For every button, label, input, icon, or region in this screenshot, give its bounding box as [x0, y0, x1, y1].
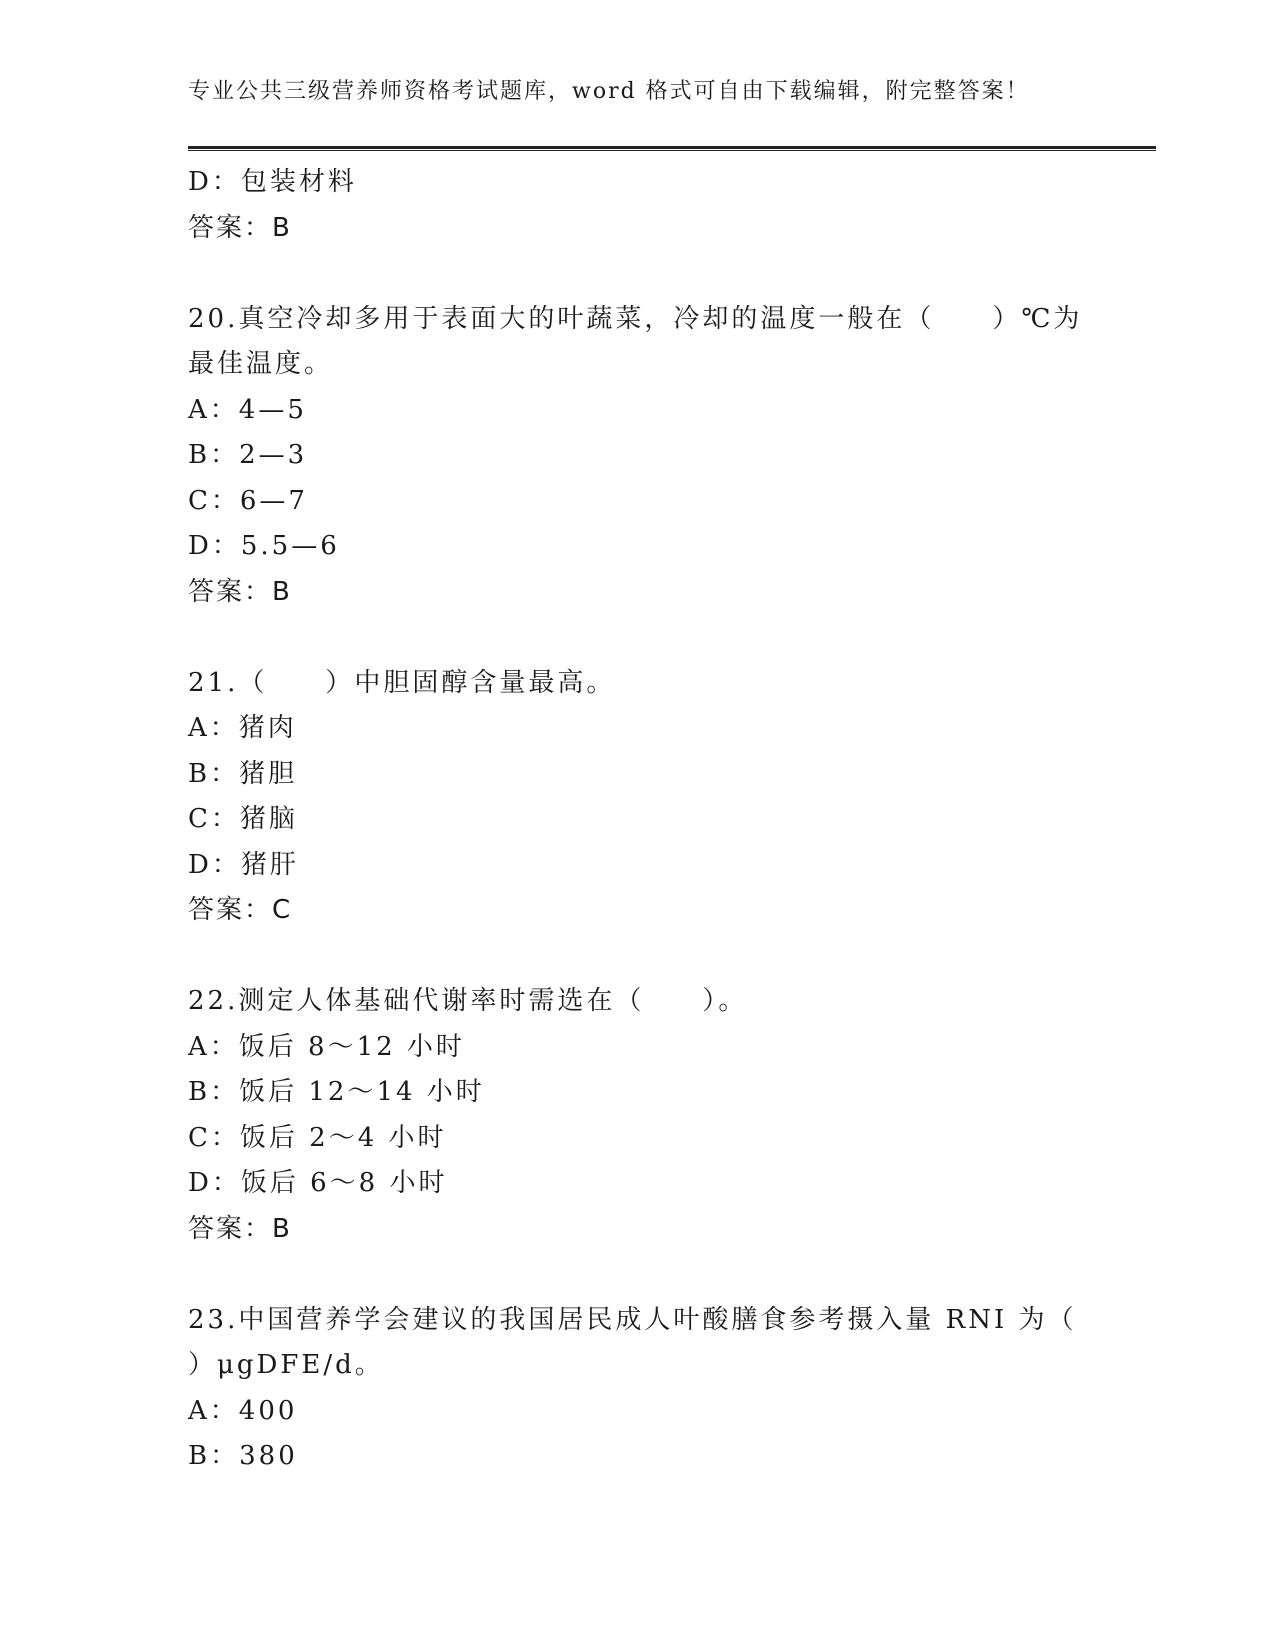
answer: 答案：C [188, 895, 293, 925]
option-b: B：猪胆 [188, 758, 298, 789]
option-a: A：饭后 8～12 小时 [188, 1031, 465, 1062]
option-a: A：4—5 [188, 394, 307, 425]
option-d: D：猪肝 [188, 849, 299, 880]
option-c: C：饭后 2～4 小时 [188, 1122, 447, 1153]
answer: 答案：B [188, 212, 292, 243]
spacer [188, 934, 1068, 980]
page-header: 专业公共三级营养师资格考试题库，word 格式可自由下载编辑，附完整答案！ [188, 79, 1030, 104]
option-d: D：包装材料 [188, 167, 357, 197]
question-stem: 23.中国营养学会建议的我国居民成人叶酸膳食参考摄入量 RNI 为（ [188, 1304, 1077, 1335]
question-23 [188, 1298, 1077, 1480]
option-a: A：400 [188, 1395, 298, 1426]
option-b: B：380 [188, 1441, 298, 1471]
option-d: D：5.5—6 [188, 531, 340, 561]
option-b: B：2—3 [188, 440, 308, 470]
spacer [188, 251, 1068, 297]
option-c: C：6—7 [188, 485, 308, 516]
option-a: A：猪肉 [188, 713, 297, 743]
option-d: D：饭后 6～8 小时 [188, 1168, 448, 1198]
option-b: B：饭后 12～14 小时 [188, 1077, 485, 1107]
question-22 [188, 979, 1068, 1252]
question-20 [188, 297, 1083, 616]
question-stem: ）μgDFE/d。 [188, 1350, 384, 1380]
header-divider [188, 146, 1156, 151]
answer: 答案：B [188, 576, 292, 607]
question-stem: 22.测定人体基础代谢率时需选在（ ）。 [188, 986, 748, 1016]
option-c: C：猪脑 [188, 804, 298, 834]
question-stem: 最佳温度。 [188, 349, 334, 379]
spacer [188, 1252, 1068, 1298]
document-body [188, 160, 1083, 1480]
question-21 [188, 661, 1068, 934]
question-stem: 21.（ ）中胆固醇含量最高。 [188, 667, 616, 698]
answer: 答案：B [188, 1213, 292, 1244]
question-stem: 20.真空冷却多用于表面大的叶蔬菜，冷却的温度一般在（ ）℃为 [188, 303, 1083, 334]
spacer [188, 615, 1068, 661]
